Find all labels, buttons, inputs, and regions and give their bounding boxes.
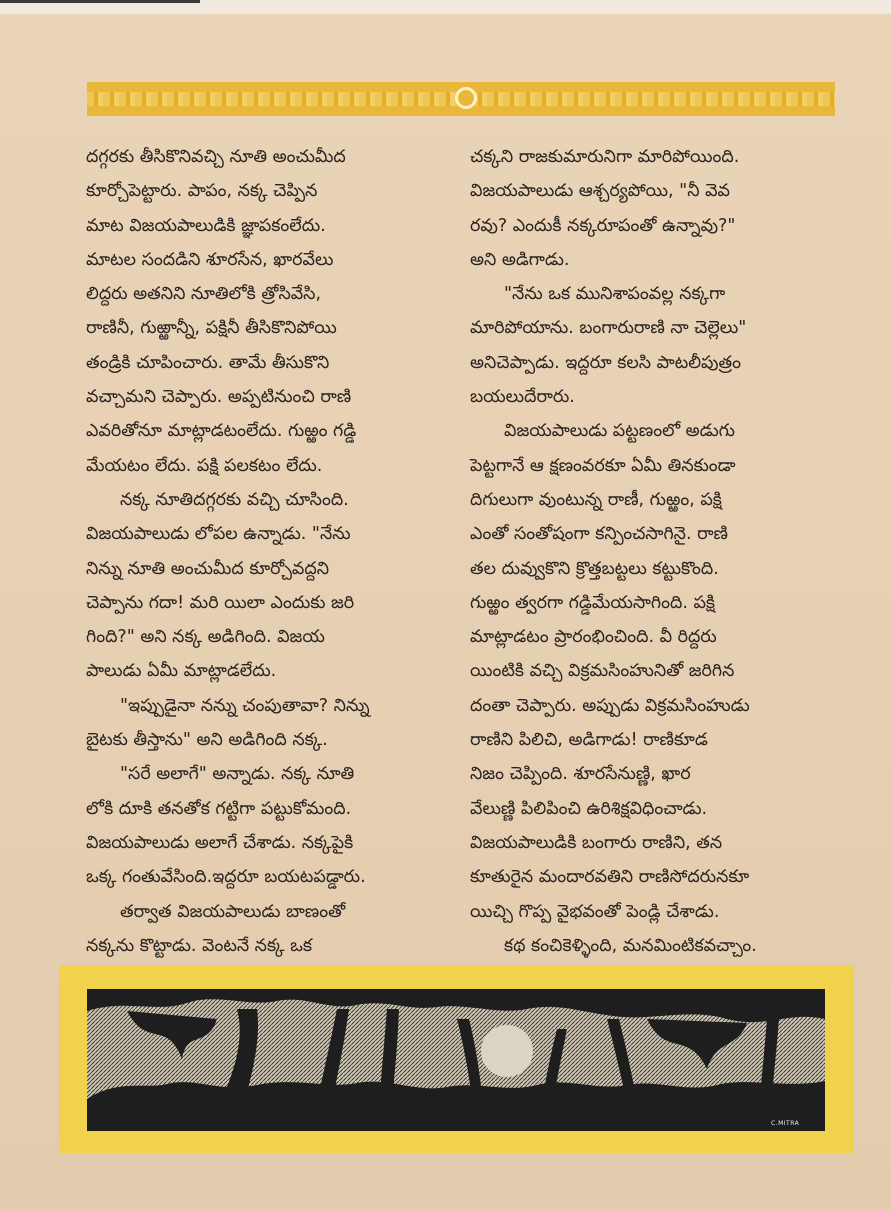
decorative-header-band	[87, 82, 835, 116]
paragraph: చక్కని రాజకుమారునిగా మారిపోయింది. విజయపాలుడు ఆశ్చర్యపోయి, "నీ వెవ రవు? ఎందుకీ నక్కరూపంతో ఉన్నావు?" అని అడిగాడు.	[470, 147, 740, 270]
landscape-illustration	[59, 965, 854, 1153]
paragraph: "ఇప్పుడైనా నన్ను చంపుతావా? నిన్ను బైటకు తీస్తాను" అని అడిగింది నక్క.	[86, 695, 370, 751]
paragraph: నక్క నూతిదగ్గరకు వచ్చి చూసింది. విజయపాలుడు లోపల ఉన్నాడు. "నేను నిన్ను నూతి అంచుమీద కూర్చోవద్దని చెప్పాను గదా! మరి యిలా ఎందుకు జరి గింది?" అని నక్క అడిగింది. విజయ పాలుడు ఏమీ మాట్లాడలేదు.	[86, 489, 355, 682]
forest-scene-illustration	[87, 989, 825, 1131]
paragraph: కథ కంచికెళ్ళింది, మనమింటికవచ్చాం.	[504, 935, 757, 956]
paragraph: తర్వాత విజయపాలుడు బాణంతో నక్కను కొట్టాడు. వెంటనే నక్క ఒక	[86, 901, 346, 956]
paragraph: "నేను ఒక మునిశాపంవల్ల నక్కగా మారిపోయాను. బంగారురాణి నా చెల్లెలు" అనిచెప్పాడు. ఇద్దరూ కలసి పాటలీపుత్రం బయలుదేరారు.	[470, 284, 747, 408]
paragraph: "సరే అలాగే" అన్నాడు. నక్క నూతి లోకి దూకి తనతోక గట్టిగా పట్టుకోమంది. విజయపాలుడు అలాగే చేశాడు. నక్కపైకి ఒక్క గంతువేసింది.ఇద్దరూ బయటపడ్డారు.	[86, 764, 366, 888]
left-text-column	[86, 140, 451, 963]
page-top-edge	[0, 0, 891, 14]
right-text-column	[470, 140, 835, 963]
artist-signature: C.MITRA	[771, 1120, 800, 1127]
paragraph: దగ్గరకు తీసికొనివచ్చి నూతి అంచుమీద కూర్చోపెట్టారు. పాపం, నక్క చెప్పిన మాట విజయపాలుడికి జ్ఞాపకంలేదు. మాటల సందడిని శూరసేన, ఖారవేలు లిద్దరు అతనిని నూతిలోకి త్రోసివేసి, రాణినీ, గుఱ్ఱాన్నీ, పక్షినీ తీసికొనిపోయి తండ్రికి చూపించారు. తామే తీసుకొని వచ్చామని చెప్పారు. అప్పటినుంచి రాణి ఎవరితోనూ మాట్లాడటంలేదు. గుఱ్ఱం గడ్డి మేయటం లేదు. పక్షి పలకటం లేదు.	[86, 147, 357, 476]
circle-ornament-icon	[455, 87, 477, 109]
paragraph: విజయపాలుడు పట్టణంలో అడుగు పెట్టగానే ఆ క్షణంవరకూ ఏమీ తినకుండా దిగులుగా వుంటున్న రాణీ, గుఱ్ఱం, పక్షి ఎంతో సంతోషంగా కన్పించసాగినై. రాణి తల దువ్వుకొని క్రొత్తబట్టలు కట్టుకొంది. గుఱ్ఱం త్వరగా గడ్డిమేయసాగింది. పక్షి మాట్లాడటం ప్రారంభించింది. వీ రిద్దరు యింటికి వచ్చి విక్రమసింహునితో జరిగిన దంతా చెప్పారు. అప్పుడు విక్రమసింహుడు రాణిని పిలిచి, అడిగాడు! రాణికూడ నిజం చెప్పింది. శూరసేనుణ్ణి, ఖార వేలుణ్ణి పిలిపించి ఉరిశిక్షవిధించాడు. విజయపాలుడికి బంగారు రాణిని, తన కూతురైన మందారవతిని రాణిసోదరునకూ యిచ్చి గొప్ప వైభవంతో పెండ్లి చేశాడు.	[470, 421, 750, 922]
